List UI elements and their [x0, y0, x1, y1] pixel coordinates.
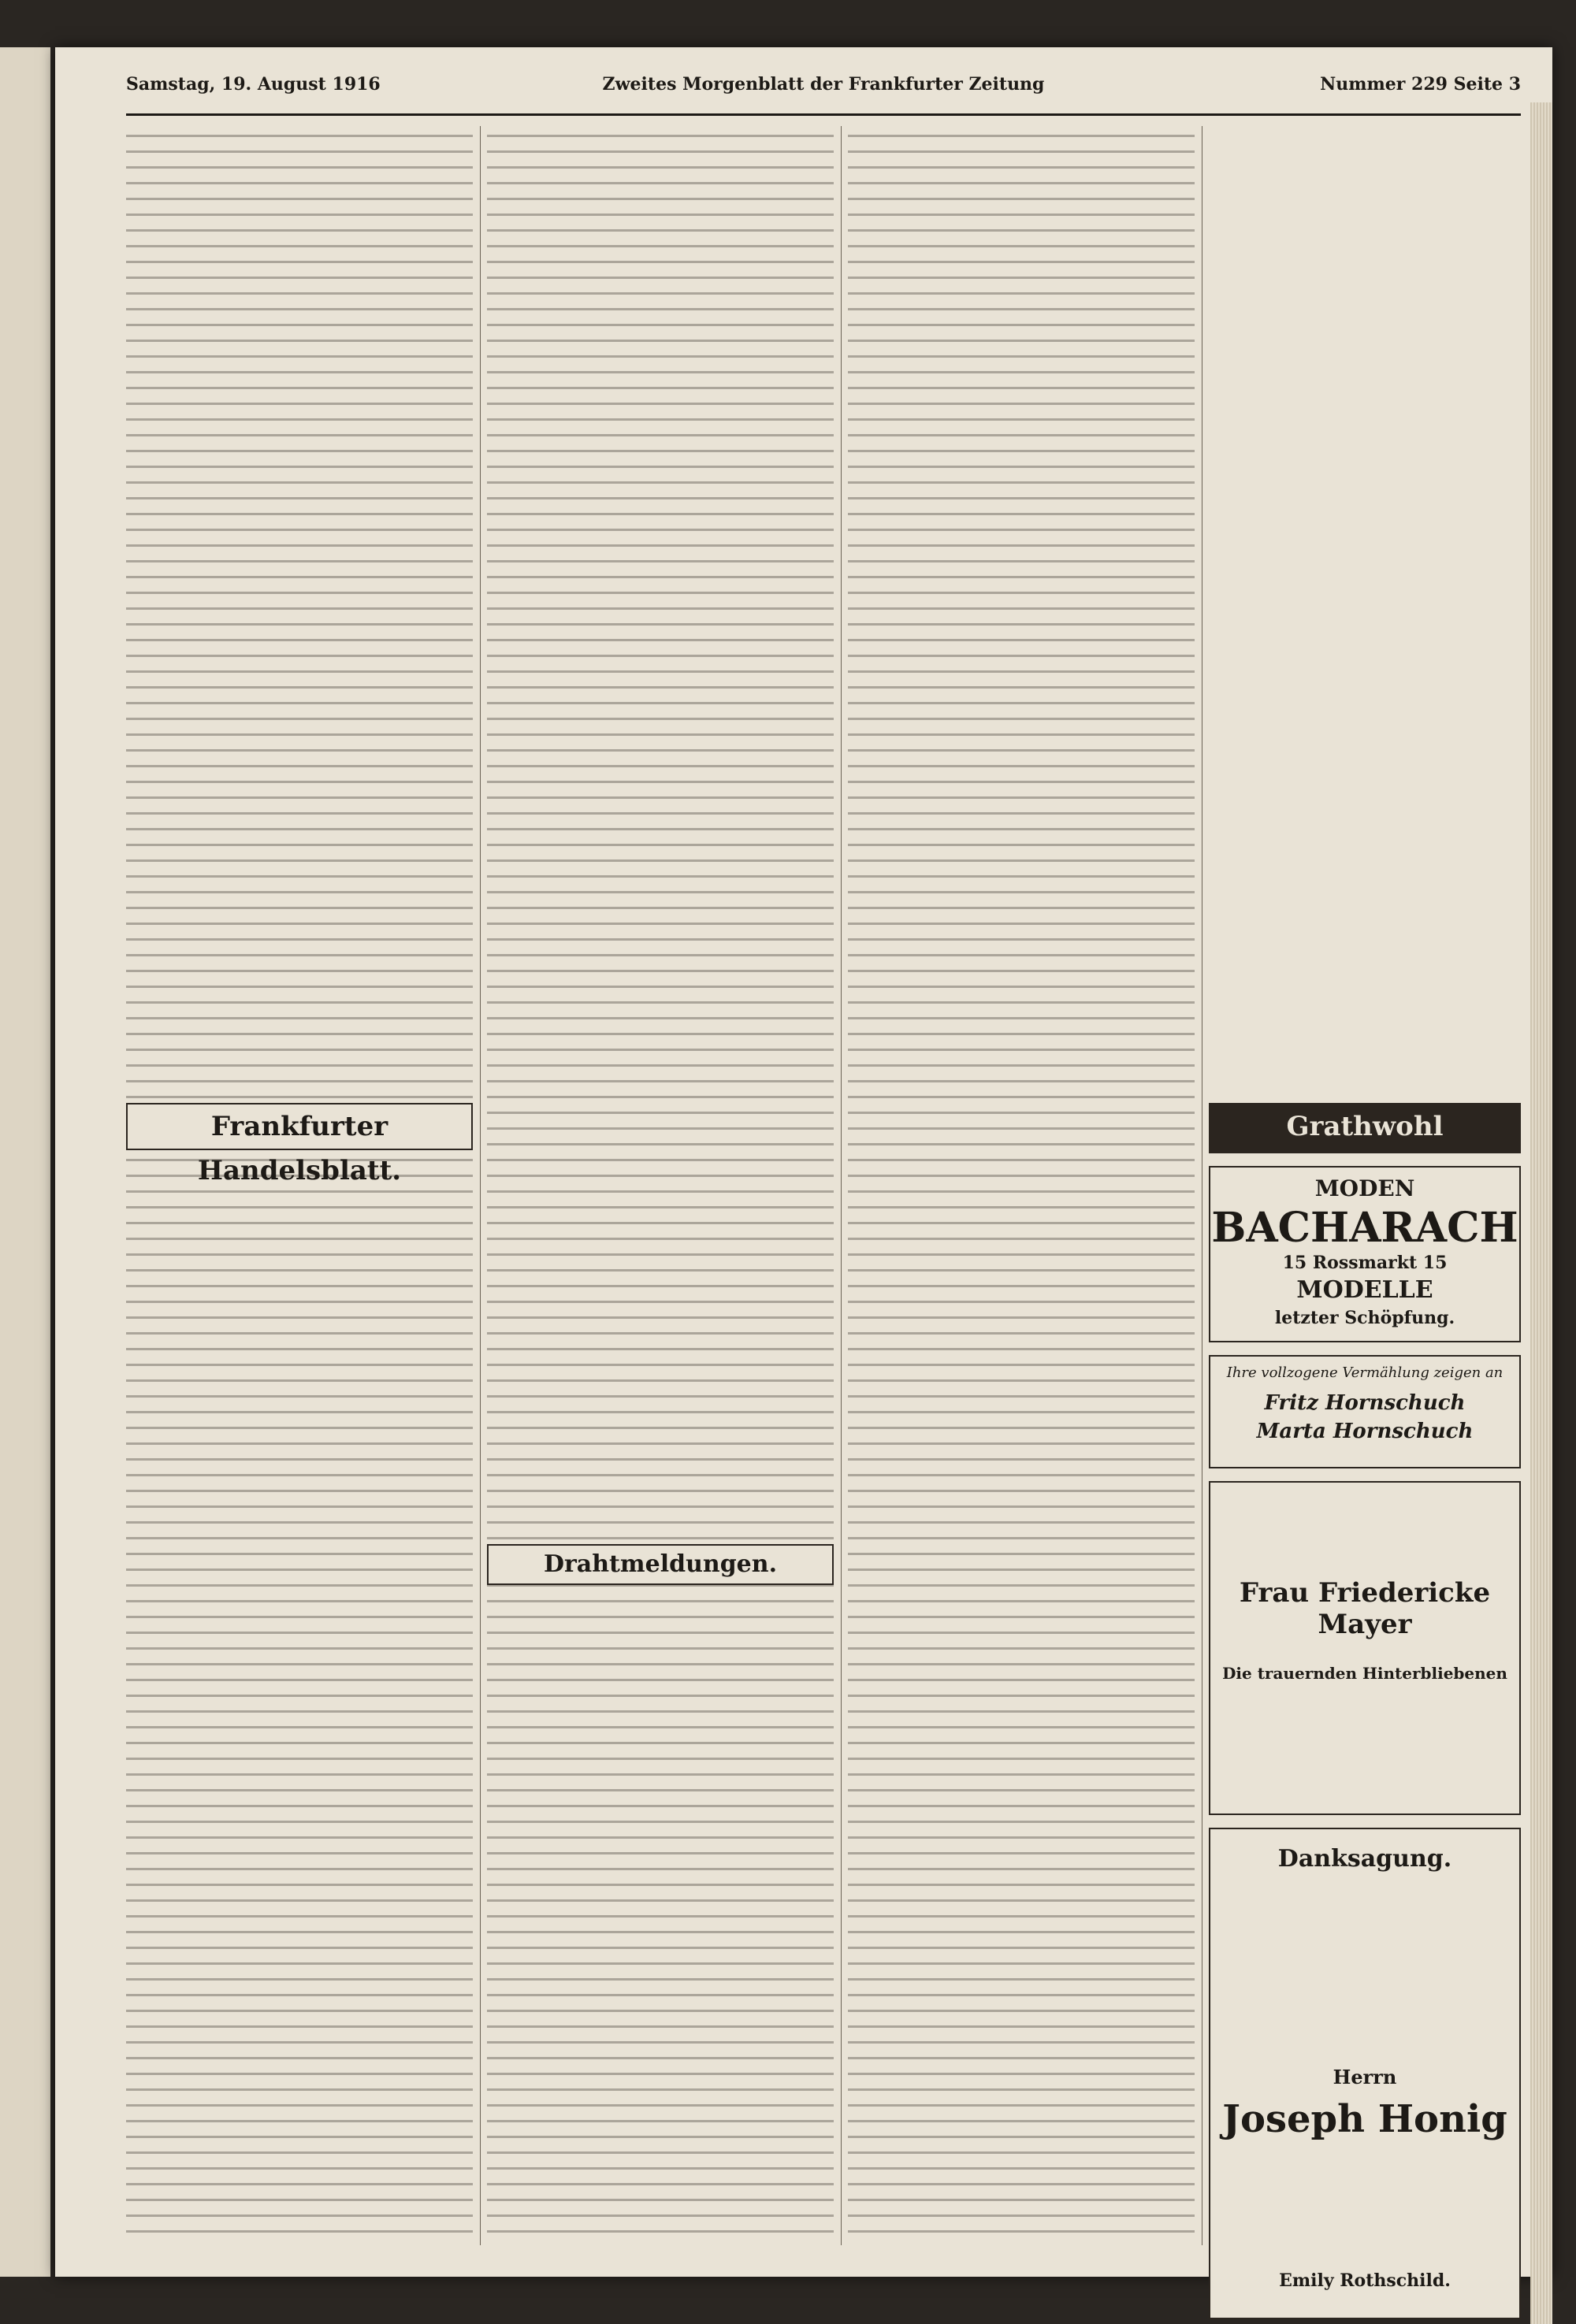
- ad-line: 15 Rossmarkt 15: [1282, 1253, 1448, 1273]
- masthead-rule: [126, 113, 1521, 116]
- ad-line: MODEN: [1314, 1175, 1415, 1201]
- page-edge: [1530, 102, 1552, 2324]
- text-column-3: [848, 126, 1195, 2245]
- text-column-1: [126, 126, 473, 2245]
- ad-line: Frau Friedericke Mayer: [1239, 1577, 1491, 1640]
- ad-line: Danksagung.: [1277, 1845, 1452, 1873]
- ad-line: letzter Schöpfung.: [1274, 1308, 1455, 1328]
- ad-line: Ihre vollzogene Vermählung zeigen an: [1226, 1364, 1504, 1381]
- ad-grathwohl-text: Grathwohl: [1286, 1111, 1444, 1142]
- ad-line: MODELLE: [1296, 1276, 1433, 1304]
- paper-title: Zweites Morgenblatt der Frankfurter Zeitung: [602, 74, 1045, 95]
- section-heading-drahtmeldungen: Drahtmeldungen.: [487, 1544, 834, 1585]
- ad-line: Die trauernden Hinterbliebenen: [1222, 1664, 1507, 1683]
- ad-line: Joseph Honig: [1222, 2097, 1507, 2141]
- column-rule: [480, 126, 481, 2245]
- ad-vermaehlung: [1209, 1355, 1521, 1468]
- issue-page: Nummer 229 Seite 3: [1320, 74, 1521, 95]
- ad-line: Marta Hornschuch: [1256, 1420, 1474, 1443]
- ad-line: BACHARACH: [1211, 1204, 1518, 1252]
- advertisement-column: [1209, 126, 1521, 2291]
- newspaper-page: [55, 47, 1552, 2291]
- text-column-2: [487, 126, 834, 2245]
- adjacent-page-strip: [0, 47, 50, 2277]
- ad-todesanzeige-mayer: [1209, 1481, 1521, 1815]
- issue-date: Samstag, 19. August 1916: [126, 74, 381, 95]
- column-rule: [841, 126, 842, 2245]
- section-heading-handelsblatt: Frankfurter Handelsblatt.: [126, 1103, 473, 1150]
- ad-grathwohl: [1209, 1103, 1521, 1153]
- ad-danksagung-honig: [1209, 1828, 1521, 2319]
- ad-line: Fritz Hornschuch: [1264, 1391, 1466, 1415]
- ad-line: Emily Rothschild.: [1279, 2270, 1451, 2291]
- masthead: [126, 58, 1521, 106]
- ad-line: Herrn: [1333, 2066, 1397, 2088]
- ad-bacharach: [1209, 1166, 1521, 1342]
